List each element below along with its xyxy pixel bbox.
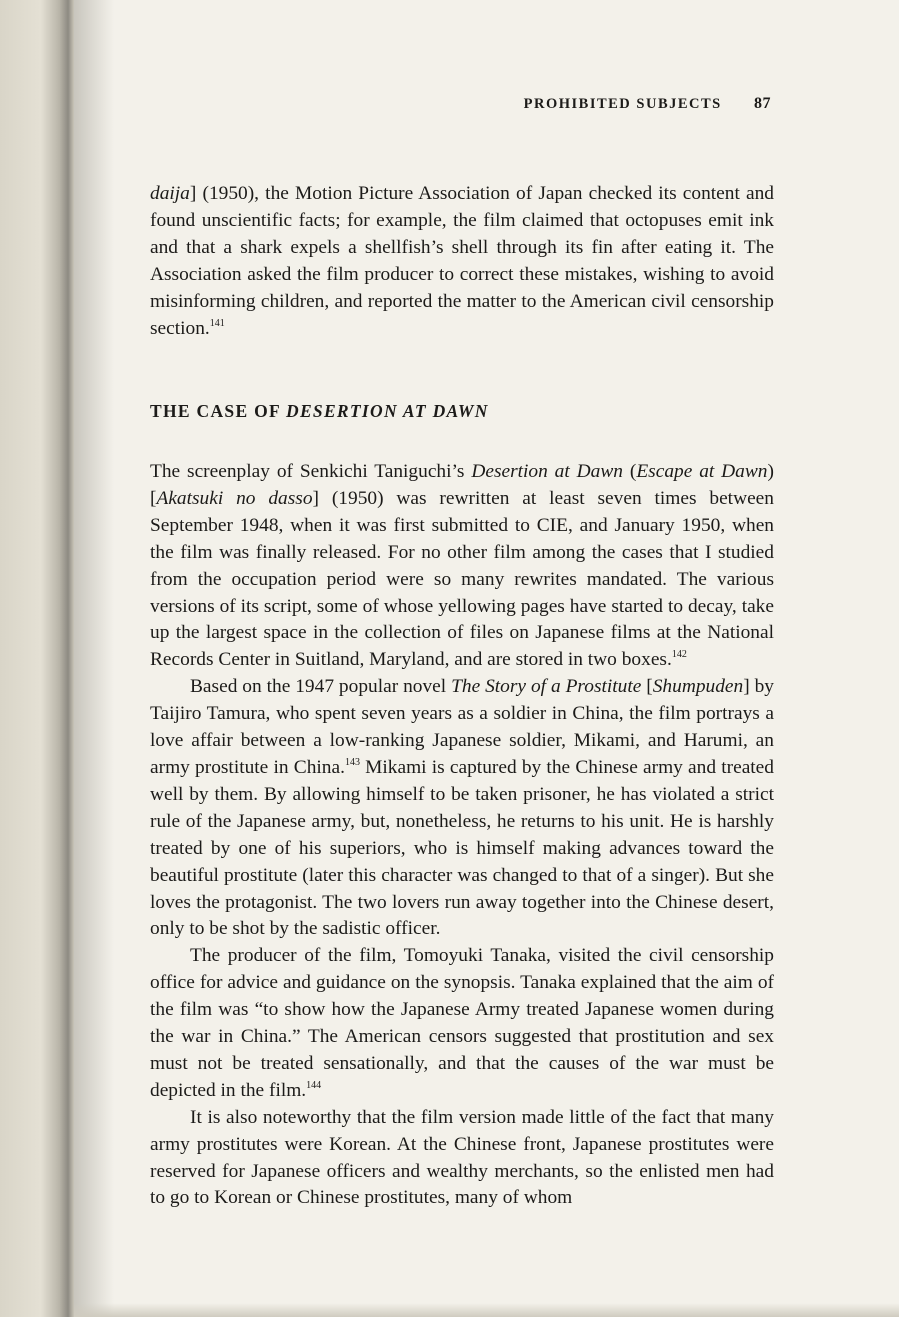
text-run: It is also noteworthy that the film version made little of the fact that many army prostitutes were Korean. At the Chinese front, Japanese prostitutes were reserved for Japanese officers and wealthy merchants, so the enlisted men had to go to Korean or Chinese prostitutes, many of whom <box>150 1106 774 1209</box>
paragraph-2 <box>150 459 774 674</box>
book-spine-gutter <box>0 0 74 1317</box>
italic-title: Escape at Dawn <box>636 461 768 482</box>
section-heading <box>150 401 489 422</box>
heading-prefix: THE CASE OF <box>150 401 287 421</box>
text-run: ) [ <box>150 461 774 509</box>
text-run: The screenplay of Senkichi Taniguchi’s <box>150 461 472 482</box>
continuation-paragraph <box>150 181 774 342</box>
text-run: [ <box>641 676 653 698</box>
paragraph-3 <box>150 674 774 943</box>
text-run: ] by Taijiro Tamura, who spent seven years as a soldier in China, the film portrays a love affair between a low-ranking Japanese soldier, Mikami, and Harumi, an army prostitute in China. <box>150 676 774 778</box>
paragraph-1 <box>150 181 774 342</box>
italic-title: Shumpuden <box>652 676 744 698</box>
footnote-ref: 141 <box>209 317 225 329</box>
page-number: 87 <box>754 95 771 112</box>
footnote-ref: 144 <box>306 1079 322 1091</box>
footnote-ref: 143 <box>344 756 360 768</box>
text-run: ] (1950) was rewritten at least seven times between September 1948, when it was first submitted to CIE, and January 1950, when the film was finally released. For no other film among the cases that I studied from the occupation period were so many rewrites mandated. The various versions of its script, some of whose yellowing pages have started to decay, take up the largest space in the collection of files on Japanese films at the National Records Center in Suitland, Maryland, and are stored in two boxes. <box>150 487 774 671</box>
heading-title: DESERTION AT DAWN <box>286 401 489 421</box>
italic-title: daija <box>150 183 190 204</box>
text-run: ] (1950), the Motion Picture Association of Japan checked its content and found unscientific facts; for example, the film claimed that octopuses emit ink and that a shark expels a shellfish’s shell through its fin after eating it. The Association asked the film producer to correct these mistakes, wishing to avoid misinforming children, and reported the matter to the American civil censorship section. <box>150 183 774 339</box>
text-run: Based on the 1947 popular novel <box>190 676 452 698</box>
gutter-shadow <box>74 0 114 1317</box>
italic-title: The Story of a Prostitute <box>451 676 642 698</box>
page-bottom-edge <box>74 1303 899 1317</box>
running-title: PROHIBITED SUBJECTS <box>523 96 722 112</box>
text-run: ( <box>622 461 637 482</box>
text-run: Mikami is captured by the Chinese army and treated well by them. By allowing himself to be taken prisoner, he has violated a strict rule of the Japanese army, but, nonetheless, he returns to his unit. He is harshly treated by one of his superiors, who is himself making advances toward the beautiful prostitute (later this character was changed to that of a singer). But she loves the protagonist. The two lovers run away together into the Chinese desert, only to be shot by the sadistic officer. <box>150 756 774 940</box>
italic-title: Desertion at Dawn <box>471 461 623 482</box>
section-body <box>150 459 774 1212</box>
footnote-ref: 142 <box>671 649 687 661</box>
running-header <box>524 95 771 113</box>
paragraph-4 <box>150 943 774 1104</box>
italic-title: Akatsuki no dasso <box>156 487 313 509</box>
text-run: The producer of the film, Tomoyuki Tanaka, visited the civil censorship office for advice and guidance on the synopsis. Tanaka explained that the aim of the film was “to show how the Japanese Army treated Japanese women during the war in China.” The American censors suggested that prostitution and sex must not be treated sensationally, and that the causes of the war must be depicted in the film. <box>150 945 774 1101</box>
paragraph-5 <box>150 1105 774 1213</box>
